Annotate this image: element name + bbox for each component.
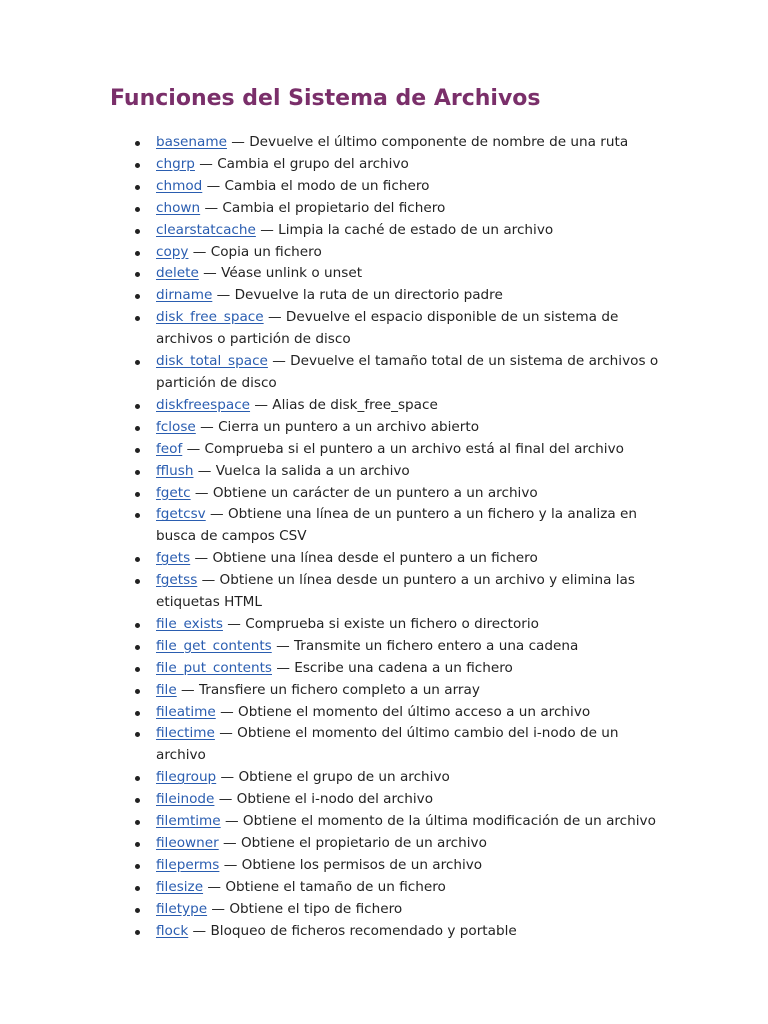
list-item xyxy=(156,242,668,264)
separator: — xyxy=(190,550,213,567)
separator: — xyxy=(267,353,291,370)
separator: — xyxy=(202,177,225,194)
list-item xyxy=(156,614,668,636)
function-link[interactable]: file_put_contents xyxy=(156,659,272,676)
list-item xyxy=(156,351,668,395)
list-item xyxy=(156,198,668,220)
function-description: Obtiene un línea desde un puntero a un archivo y elimina las etiquetas HTML xyxy=(156,572,635,611)
page-title: Funciones del Sistema de Archivos xyxy=(110,86,541,111)
function-link[interactable]: fgetc xyxy=(156,484,191,501)
function-description: Obtiene el momento del último cambio del i-nodo de un archivo xyxy=(156,725,619,764)
separator: — xyxy=(188,243,211,260)
separator: — xyxy=(205,506,228,523)
separator: — xyxy=(176,681,199,698)
list-item xyxy=(156,636,668,658)
function-link[interactable]: fileowner xyxy=(156,835,219,851)
function-link[interactable]: filetype xyxy=(156,900,208,917)
function-link[interactable]: filectime xyxy=(156,725,215,742)
function-link[interactable]: filemtime xyxy=(156,813,221,830)
list-item xyxy=(156,461,668,483)
function-link[interactable]: filesize xyxy=(156,878,204,895)
separator: — xyxy=(194,155,218,172)
function-description: Comprueba si el puntero a un archivo está al final del archivo xyxy=(204,440,624,457)
function-link[interactable]: flock xyxy=(156,922,189,939)
list-item xyxy=(156,548,668,570)
separator: — xyxy=(203,878,226,895)
list-item xyxy=(156,132,668,154)
function-link[interactable]: filegroup xyxy=(156,769,217,786)
separator: — xyxy=(222,615,246,632)
list-item xyxy=(156,723,668,767)
function-link[interactable]: file xyxy=(156,681,177,698)
function-description: Transfiere un fichero completo a un array xyxy=(198,681,480,698)
separator: — xyxy=(182,440,205,457)
separator: — xyxy=(195,418,219,435)
function-description: Véase unlink o unset xyxy=(221,265,363,282)
function-link[interactable]: file_exists xyxy=(156,615,223,632)
function-description: Obtiene el propietario de un archivo xyxy=(240,835,487,851)
list-item xyxy=(156,899,668,921)
function-link[interactable]: feof xyxy=(156,440,183,457)
separator: — xyxy=(263,309,286,326)
separator: — xyxy=(207,900,230,917)
function-link[interactable]: fclose xyxy=(156,418,196,435)
list-item xyxy=(156,789,668,811)
list-item xyxy=(156,220,668,242)
list-item xyxy=(156,417,668,439)
separator: — xyxy=(272,659,295,676)
function-description: Cierra un puntero a un archivo abierto xyxy=(218,418,480,435)
separator: — xyxy=(214,791,237,808)
list-item xyxy=(156,285,668,307)
function-link[interactable]: disk_total_space xyxy=(156,353,268,370)
function-link[interactable]: diskfreespace xyxy=(156,396,251,413)
function-description: Devuelve el tamaño total de un sistema de archivos o partición de disco xyxy=(156,353,659,391)
separator: — xyxy=(197,572,220,589)
function-description: Obtiene el tamaño de un fichero xyxy=(225,878,446,895)
function-description: Obtiene el grupo de un archivo xyxy=(238,769,450,786)
function-link[interactable]: fileinode xyxy=(156,791,215,808)
function-link[interactable]: delete xyxy=(156,265,199,282)
separator: — xyxy=(219,856,242,873)
list-item xyxy=(156,395,668,417)
list-item xyxy=(156,263,668,285)
function-description: Obtiene los permisos de un archivo xyxy=(241,856,483,873)
list-item xyxy=(156,658,668,680)
separator: — xyxy=(216,769,239,786)
list-item xyxy=(156,570,668,614)
separator: — xyxy=(188,922,211,939)
separator: — xyxy=(193,462,216,479)
function-link[interactable]: chown xyxy=(156,199,201,216)
function-description: Transmite un fichero entero a una cadena xyxy=(294,637,579,654)
list-item xyxy=(156,307,668,351)
list-item xyxy=(156,855,668,877)
function-link[interactable]: fflush xyxy=(156,462,194,479)
function-link[interactable]: copy xyxy=(156,243,189,260)
function-link[interactable]: file_get_contents xyxy=(156,637,272,654)
function-link[interactable]: disk_free_space xyxy=(156,309,264,326)
separator: — xyxy=(271,637,294,654)
function-description: Bloqueo de ficheros recomendado y portable xyxy=(210,922,517,939)
list-item xyxy=(156,833,668,855)
separator: — xyxy=(198,265,222,282)
separator: — xyxy=(250,396,273,413)
function-description: Obtiene una línea desde el puntero a un fichero xyxy=(212,550,538,567)
function-link[interactable]: fgetcsv xyxy=(156,506,206,523)
function-description: Obtiene el momento del último acceso a un archivo xyxy=(238,703,591,720)
function-description: Devuelve el último componente de nombre de una ruta xyxy=(249,134,629,150)
function-link[interactable]: basename xyxy=(156,134,227,150)
function-link[interactable]: chmod xyxy=(156,177,203,194)
function-link[interactable]: chgrp xyxy=(156,155,195,172)
separator: — xyxy=(212,287,235,304)
function-description: Cambia el modo de un fichero xyxy=(224,177,430,194)
function-description: Alias de disk_free_space xyxy=(272,396,438,413)
function-link[interactable]: fileatime xyxy=(156,703,216,720)
separator: — xyxy=(200,199,223,216)
separator: — xyxy=(255,221,279,238)
function-description: Cambia el grupo del archivo xyxy=(217,155,409,172)
separator: — xyxy=(220,813,243,830)
function-description: Obtiene un carácter de un puntero a un archivo xyxy=(212,484,538,501)
function-link[interactable]: fileperms xyxy=(156,856,220,873)
function-description: Obtiene el tipo de fichero xyxy=(229,900,403,917)
list-item xyxy=(156,504,668,548)
separator: — xyxy=(190,484,213,501)
function-link[interactable]: fgets xyxy=(156,550,191,567)
function-description: Obtiene el momento de la última modificación de un archivo xyxy=(242,813,656,830)
function-link[interactable]: clearstatcache xyxy=(156,221,256,238)
function-link[interactable]: fgetss xyxy=(156,572,198,589)
list-item xyxy=(156,921,668,943)
function-description: Escribe una cadena a un fichero xyxy=(294,659,513,676)
separator: — xyxy=(214,725,238,742)
list-item xyxy=(156,767,668,789)
list-item xyxy=(156,702,668,724)
list-item xyxy=(156,680,668,702)
function-description: Limpia la caché de estado de un archivo xyxy=(278,221,554,238)
list-item xyxy=(156,154,668,176)
separator: — xyxy=(215,703,238,720)
function-description: Comprueba si existe un fichero o directorio xyxy=(245,615,539,632)
list-item xyxy=(156,811,668,833)
list-item xyxy=(156,877,668,899)
function-description: Devuelve la ruta de un directorio padre xyxy=(234,287,503,304)
list-item xyxy=(156,176,668,198)
function-description: Cambia el propietario del fichero xyxy=(222,199,446,216)
separator: — xyxy=(218,835,241,851)
function-link[interactable]: dirname xyxy=(156,287,213,304)
separator: — xyxy=(226,134,250,150)
function-description: Obtiene el i-nodo del archivo xyxy=(236,791,434,808)
list-item xyxy=(156,483,668,505)
function-description: Devuelve el espacio disponible de un sistema de archivos o partición de disco xyxy=(156,309,619,348)
function-list xyxy=(156,132,668,943)
function-description: Copia un fichero xyxy=(210,243,322,260)
function-description: Vuelca la salida a un archivo xyxy=(215,462,410,479)
list-item xyxy=(156,439,668,461)
function-description: Obtiene una línea de un puntero a un fichero y la analiza en busca de campos CSV xyxy=(156,506,638,545)
